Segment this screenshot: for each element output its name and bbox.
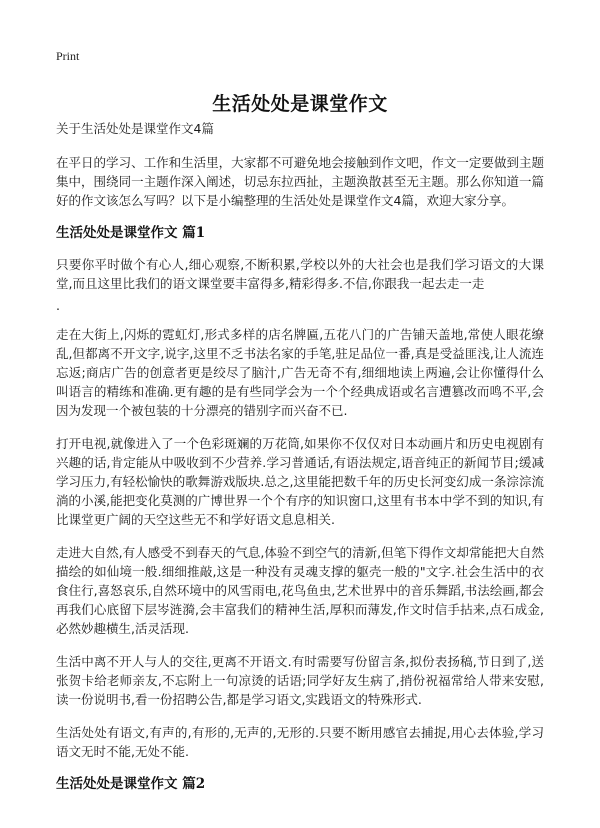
paragraph: 走在大街上,闪烁的霓虹灯,形式多样的店名牌匾,五花八门的广告铺天盖地,常使人眼花缭乱,但都离不开文字,说字,这里不乏书法名家的手笔,驻足品位一番,真是受益匪浅,让人流连忘返;商店广告的创意者更是绞尽了脑汁,广告无奇不有,细细地读上两遍,会让你懂得什么叫语言的精练和准确.更有趣的是有些同学会为一个个经典成语或名言遭篡改而鸣不平,会因为发现一个被包装的十分漂亮的错别字而兴奋不已.	[56, 327, 544, 418]
intro-paragraph: 在平日的学习、工作和生活里，大家都不可避免地会接触到作文吧，作文一定要做到主题集中，围绕同一主题作深入阐述，切忌东拉西扯，主题涣散甚至无主题。那么你知道一篇好的作文该怎么写吗？以下是小编整理的生活处处是课堂作文4篇，欢迎大家分享。	[56, 155, 544, 208]
section-heading-1: 生活处处是课堂作文 篇1	[56, 225, 206, 241]
paragraph-fragment: .	[56, 298, 60, 313]
section-heading-2: 生活处处是课堂作文 篇2	[56, 776, 206, 792]
paragraph: 打开电视,就像进入了一个色彩斑斓的万花筒,如果你不仅仅对日本动画片和历史电视剧有兴趣的话,肯定能从中吸收到不少营养.学习普通话,有语法规定,语音纯正的新闻节目;缓减学习压力,有轻松愉快的歌舞游戏版块.总之,这里能把数千年的历史长河变幻成一条淙淙流淌的小溪,能把变化莫测的广博世界一个个有序的知识窗口,这里有书本中学不到的知识,有比课堂更广阔的天空这些无不和学好语文息息相关.	[56, 436, 544, 527]
page-title: 生活处处是课堂作文	[212, 92, 388, 115]
paragraph: 走进大自然,有人感受不到春天的气息,体验不到空气的清新,但笔下得作文却常能把大自然描绘的如仙境一般.细细推敲,这是一种没有灵魂支撑的躯壳一般的"文字.社会生活中的衣食住行,喜怒哀乐,自然环境中的风雪雨电,花鸟鱼虫,艺术世界中的音乐舞蹈,书法绘画,都会再我们心底留下层岑涟漪,会丰富我们的精神生活,厚积而薄发,作文时信手拈来,点石成金,必然妙趣横生,活灵活现.	[56, 545, 544, 636]
paragraph: 只要你平时做个有心人,细心观察,不断积累,学校以外的大社会也是我们学习语文的大课堂,而且这里比我们的语文课堂要丰富得多,精彩得多.不信,你跟我一起去走一走	[56, 257, 544, 291]
article-subtitle: 关于生活处处是课堂作文4篇	[56, 121, 214, 136]
article-body	[56, 119, 544, 806]
paragraph: 生活处处有语文,有声的,有形的,无声的,无形的.只要不断用感官去捕捉,用心去体验,学习语文无时不能,无处不能.	[56, 725, 544, 759]
print-link[interactable]: Print	[56, 49, 80, 63]
paragraph: 生活中离不开人与人的交往,更离不开语文.有时需要写份留言条,拟份表扬稿,节日到了,送张贺卡给老师亲友,不忘附上一句凉烫的话语;同学好友生病了,捎份祝福常给人带来安慰,读一份说明书,看一份招聘公告,都是学习语文,实践语文的特殊形式.	[56, 654, 544, 707]
